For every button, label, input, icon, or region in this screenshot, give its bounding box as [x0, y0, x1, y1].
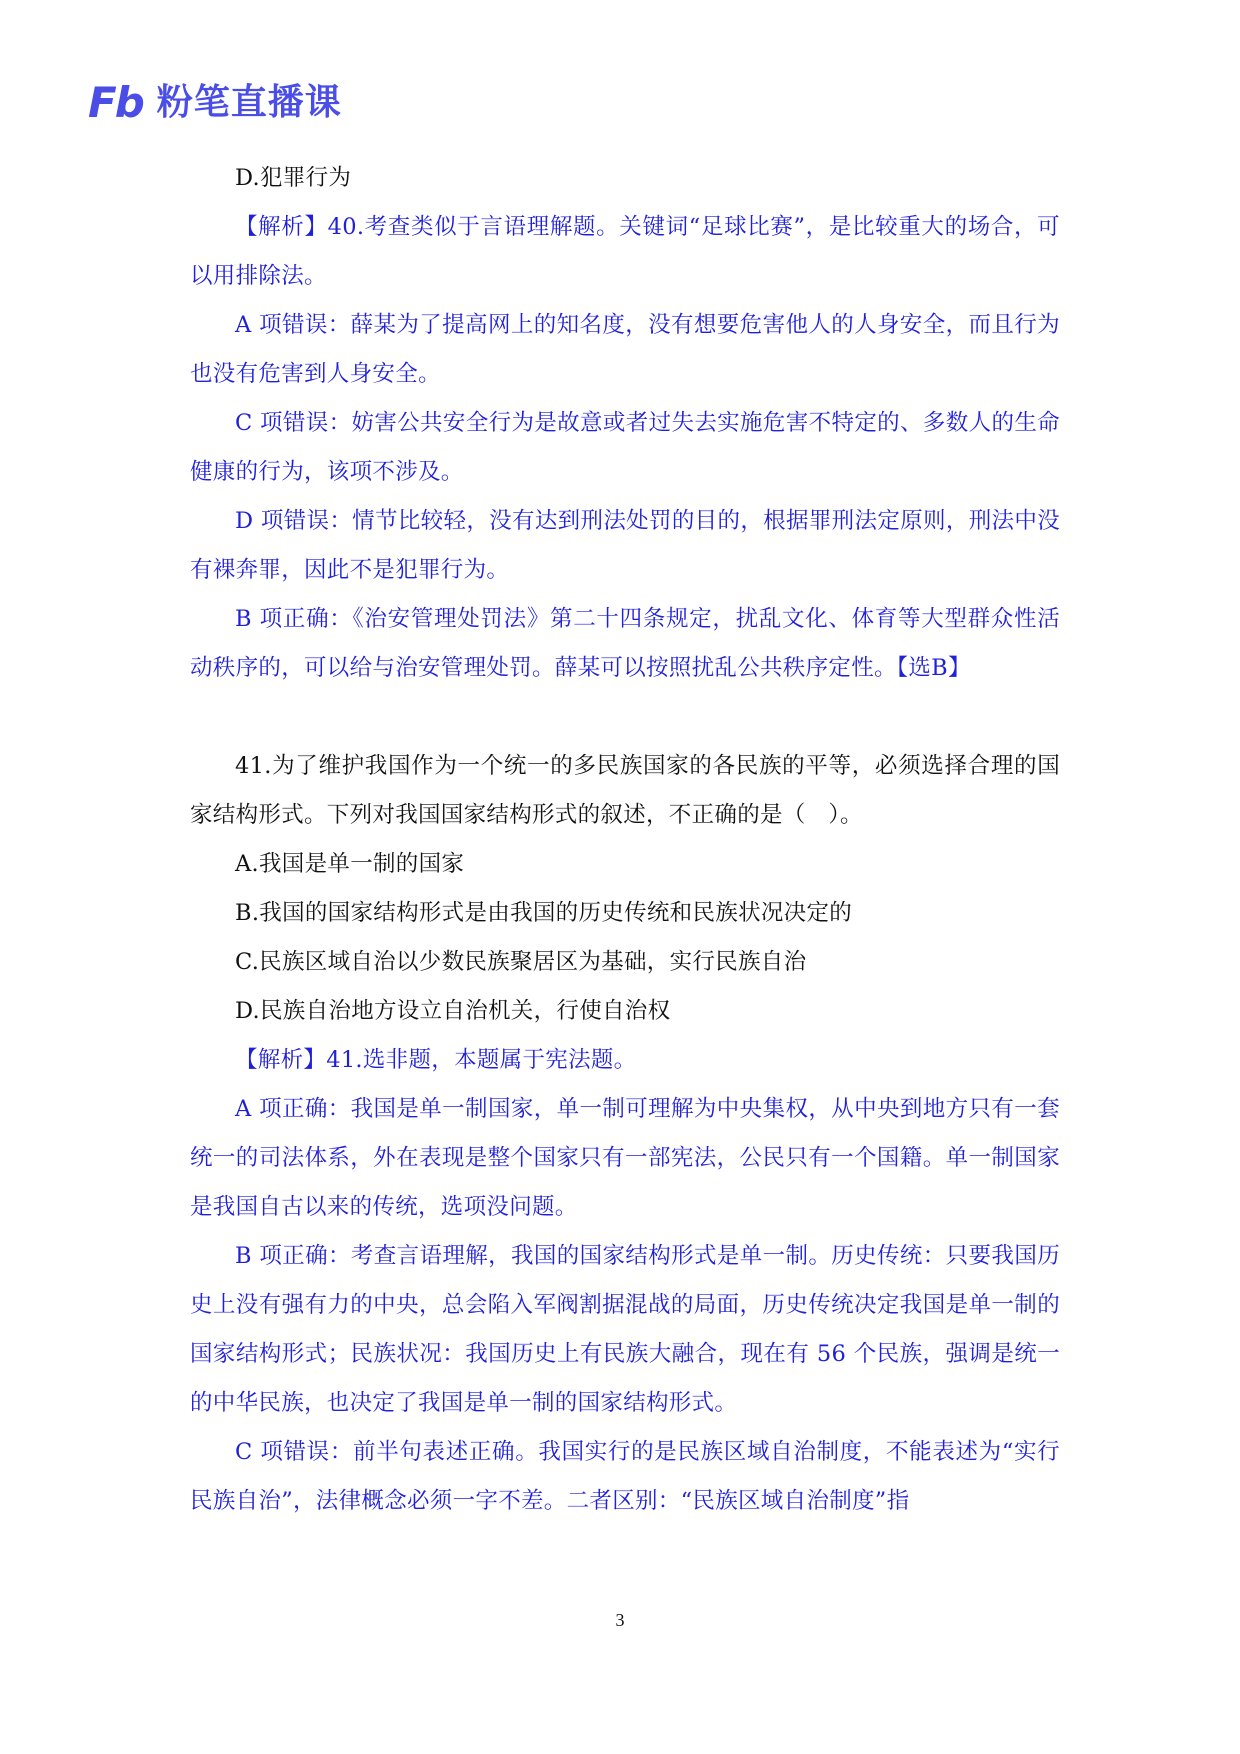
- fb-logo-icon: Fb: [88, 78, 143, 127]
- section-gap: [190, 693, 1060, 742]
- q41-option-a: A.我国是单一制的国家: [235, 851, 465, 877]
- q40-analysis-a: A 项错误：薛某为了提高网上的知名度，没有想要危害他人的人身安全，而且行为也没有危害到人身安全。: [190, 312, 1060, 387]
- brand-name: 粉笔直播课: [156, 82, 342, 123]
- q41-option-c: C.民族区域自治以少数民族聚居区为基础，实行民族自治: [235, 949, 807, 975]
- q41-analysis-a: A 项正确：我国是单一制国家，单一制可理解为中央集权，从中央到地方只有一套统一的司法体系，外在表现是整个国家只有一部宪法，公民只有一个国籍。单一制国家是我国自古以来的传统，选项没问题。: [190, 1096, 1060, 1220]
- q40-analysis-intro: 【解析】40.考查类似于言语理解题。关键词“足球比赛”，是比较重大的场合，可以用排除法。: [190, 214, 1060, 289]
- q41-option-d: D.民族自治地方设立自治机关，行使自治权: [235, 998, 671, 1024]
- q41-analysis-c: C 项错误：前半句表述正确。我国实行的是民族区域自治制度，不能表述为“实行民族自治”，法律概念必须一字不差。二者区别：“民族区域自治制度”指: [190, 1439, 1060, 1514]
- q41-question: 41.为了维护我国作为一个统一的多民族国家的各民族的平等，必须选择合理的国家结构形式。下列对我国国家结构形式的叙述，不正确的是（ ）。: [190, 753, 1060, 828]
- q40-analysis-b: B 项正确：《治安管理处罚法》第二十四条规定，扰乱文化、体育等大型群众性活动秩序的，可以给与治安管理处罚。薛某可以按照扰乱公共秩序定性。【选B】: [190, 606, 1060, 681]
- page-number: 3: [615, 1610, 625, 1630]
- q41-analysis-intro: 【解析】41.选非题，本题属于宪法题。: [235, 1047, 637, 1073]
- document-body: [190, 154, 1060, 1526]
- q40-option-d: D.犯罪行为: [235, 165, 352, 191]
- q40-analysis-c: C 项错误：妨害公共安全行为是故意或者过失去实施危害不特定的、多数人的生命健康的行为，该项不涉及。: [190, 410, 1060, 485]
- brand-logo: [88, 78, 342, 127]
- q40-analysis-d: D 项错误：情节比较轻，没有达到刑法处罚的目的，根据罪刑法定原则，刑法中没有裸奔罪，因此不是犯罪行为。: [190, 508, 1060, 583]
- q41-option-b: B.我国的国家结构形式是由我国的历史传统和民族状况决定的: [235, 900, 853, 926]
- q41-analysis-b: B 项正确：考查言语理解，我国的国家结构形式是单一制。历史传统：只要我国历史上没有强有力的中央，总会陷入军阀割据混战的局面，历史传统决定我国是单一制的国家结构形式；民族状况：我国历史上有民族大融合，现在有 56 个民族，强调是统一的中华民族，也决定了我国是单一制的国家结构形式。: [190, 1243, 1060, 1416]
